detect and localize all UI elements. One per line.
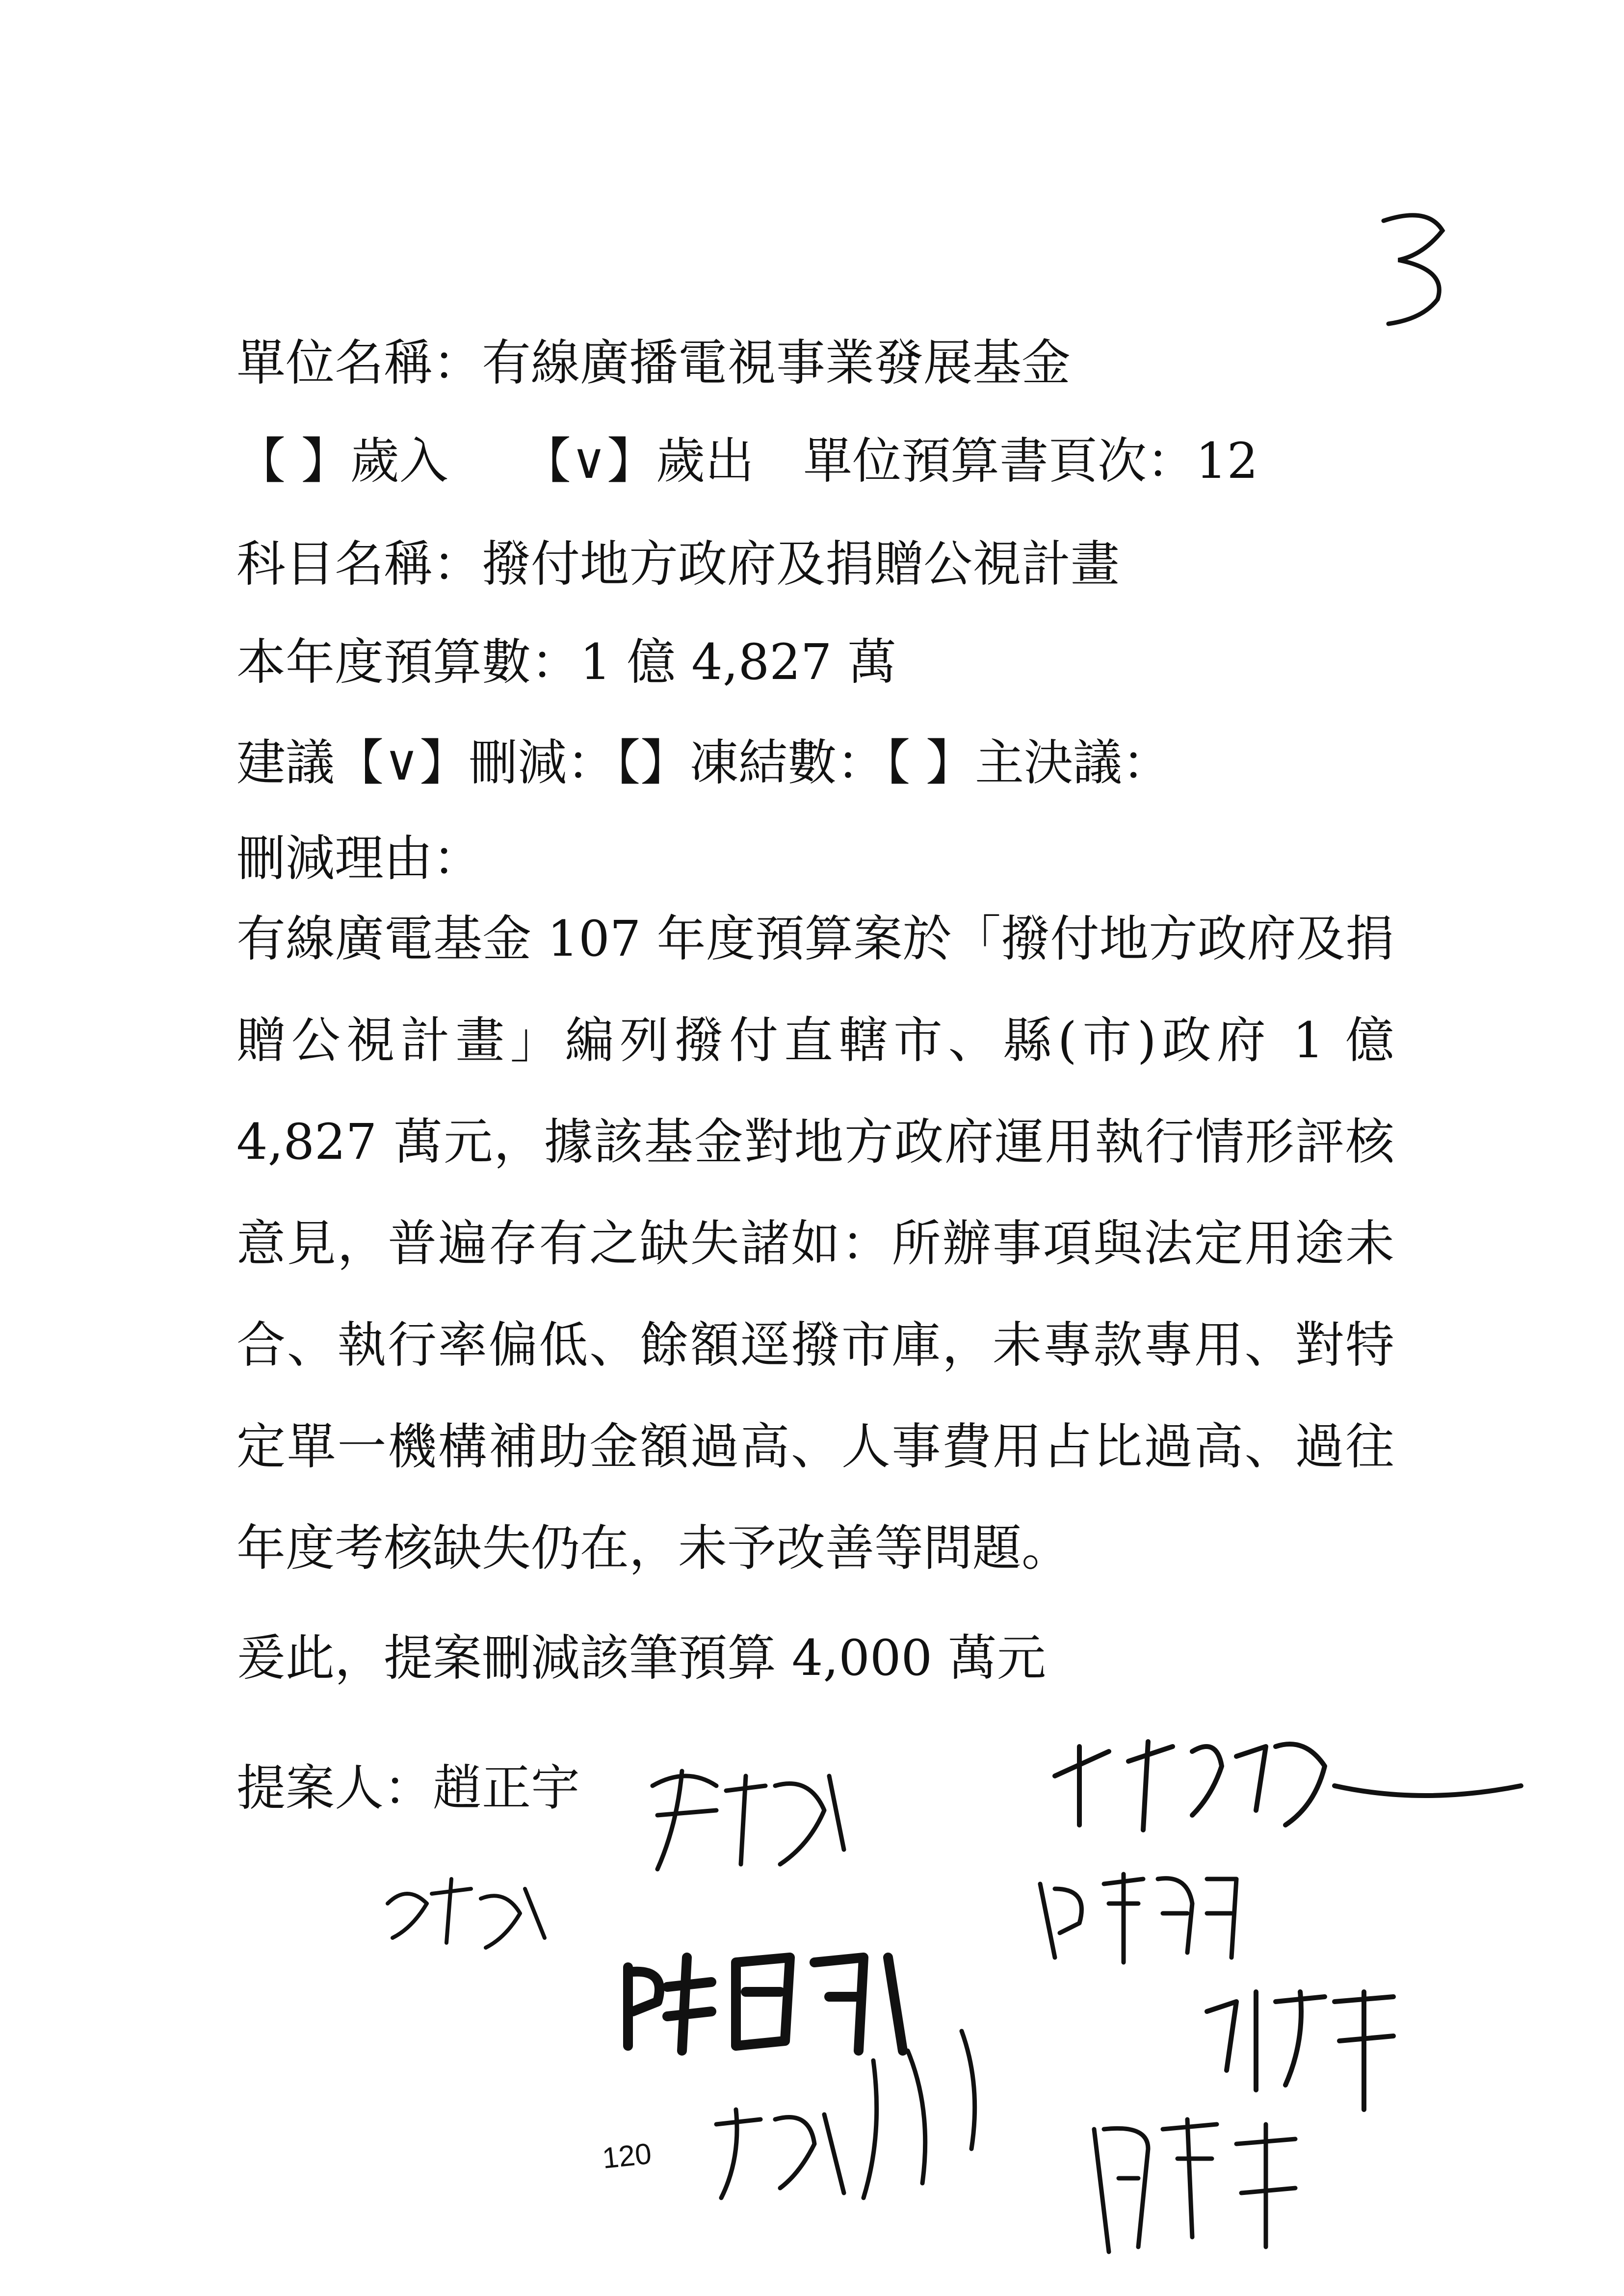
signature-left-2 xyxy=(653,1771,844,1869)
signature-right-middle xyxy=(1207,1992,1393,2110)
proposal-type: 建議【∨】刪減：【】凍結數：【 】主決議： xyxy=(236,734,1171,791)
budget-type-line: 【 】歲入 【∨】歲出 單位預算書頁次：12 xyxy=(236,432,1258,490)
signature-bottom-right xyxy=(1094,2119,1295,2252)
handwritten-page-number xyxy=(1369,201,1467,329)
unit-name: 單位名稱：有線廣播電視事業發展基金 xyxy=(236,334,1071,391)
conclusion: 爰此，提案刪減該筆預算 4,000 萬元 xyxy=(236,1629,1046,1687)
budget-amount: 本年度預算數：1 億 4,827 萬 xyxy=(236,633,897,691)
subject-name: 科目名稱：撥付地方政府及捐贈公視計畫 xyxy=(236,535,1120,593)
signature-left-1 xyxy=(388,1879,545,1948)
signature-top-right xyxy=(1055,1742,1521,1830)
proposer: 提案人：趙正宇 xyxy=(236,1759,580,1817)
handwritten-bottom-number: 120 xyxy=(601,2137,653,2175)
reason-text: 有線廣電基金 107 年度預算案於「撥付地方政府及捐贈公視計畫」編列撥付直轄市、縣(市)政府 1 億 4,827 萬元，據該基金對地方政府運用執行情形評核意見，普遍存有之缺失諸如：所辦事項與法定用途未合、執行率偏低、餘額逕撥市庫，未專款專用、對特定單一機構補助金額過高、人事費用占比過高、過往年度考核缺失仍在，未予改善等問題。 xyxy=(236,910,1394,1577)
reason-label: 刪減理由： xyxy=(236,830,482,887)
signature-chen-1 xyxy=(1040,1874,1236,1962)
signature-bottom-left xyxy=(716,2031,975,2198)
signature-chen-2 xyxy=(628,1957,903,2051)
